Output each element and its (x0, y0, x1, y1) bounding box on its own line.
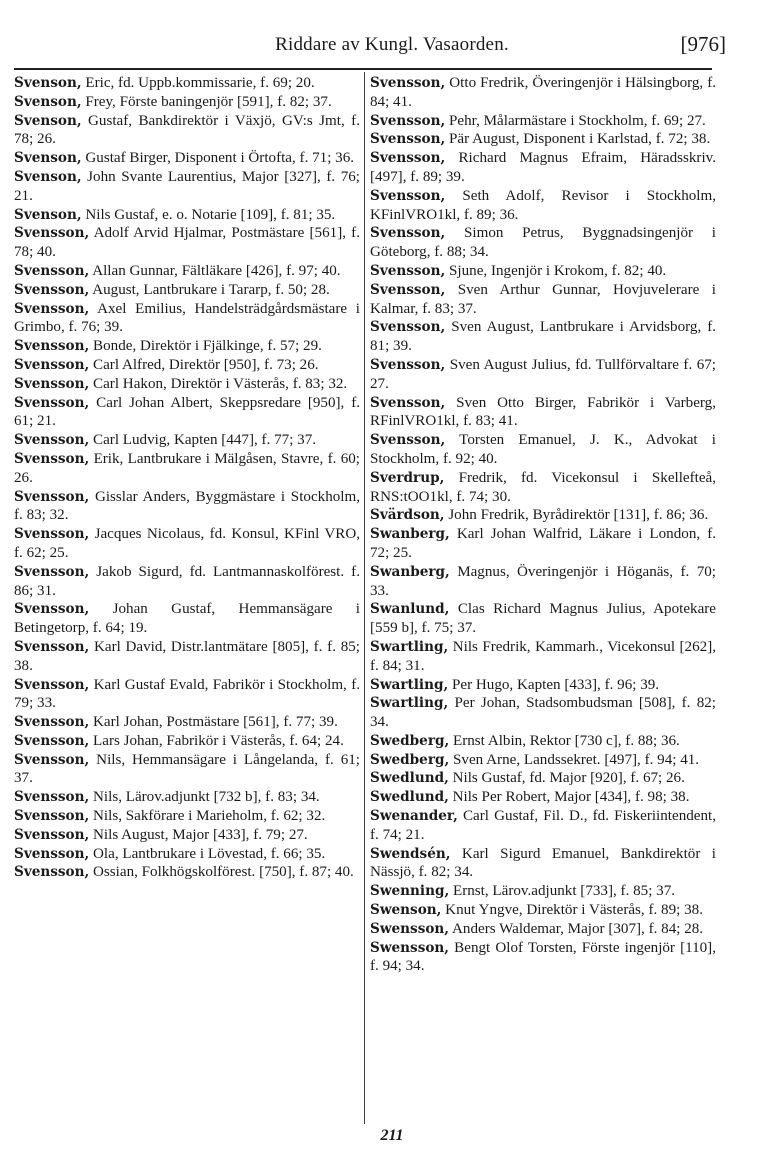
entry-surname: Swenson, (370, 902, 442, 919)
entry-details: Magnus, Överingenjör i Höganäs, f. 70; 33. (370, 563, 716, 599)
entry-details: Allan Gunnar, Fältläkare [426], f. 97; 40. (92, 262, 341, 279)
entry-details: Gisslar Anders, Byggmästare i Stockholm, f. 83; 32. (14, 488, 360, 524)
register-entry (370, 506, 716, 525)
entry-details: Ernst Albin, Rektor [730 c], f. 88; 36. (453, 732, 680, 749)
entry-surname: Svensson, (370, 356, 446, 373)
entry-surname: Svensson, (370, 432, 446, 449)
entry-details: Ossian, Folkhögskolförest. [750], f. 87; 40. (93, 864, 354, 881)
entry-details: Ola, Lantbrukare i Lövestad, f. 66; 35. (93, 845, 326, 862)
entry-details: Karl Sigurd Emanuel, Bankdirektör i Nässjö, f. 82; 34. (370, 845, 716, 881)
entry-surname: Svenson, (14, 93, 82, 110)
entry-details: Gustaf, Bankdirektör i Växjö, GV:s Jmt, f. 78; 26. (14, 112, 360, 148)
entry-details: Karl Johan Walfrid, Läkare i London, f. 72; 25. (370, 526, 716, 561)
entry-details: Carl Gustaf, Fil. D., fd. Fiskeriintendent, f. 74; 21. (370, 808, 716, 843)
entry-details: John Fredrik, Byrådirektör [131], f. 86; 36. (448, 507, 709, 524)
entry-details: John Svante Laurentius, Major [327], f. 76; 21. (14, 168, 360, 204)
register-entry (14, 375, 360, 394)
entry-surname: Svenson, (14, 75, 82, 91)
page-number: 211 (380, 1127, 404, 1144)
register-entry (370, 920, 716, 939)
register-entry (370, 563, 716, 601)
register-entry (370, 281, 716, 319)
entry-details: Sven August Julius, fd. Tullförvaltare f. 67; 27. (370, 356, 716, 392)
entry-surname: Swedberg, (370, 732, 450, 749)
register-entry (14, 826, 360, 845)
entry-surname: Svensson, (14, 432, 90, 449)
entry-surname: Sverdrup, (370, 469, 445, 486)
entry-surname: Svensson, (14, 300, 90, 317)
entry-details: Per Hugo, Kapten [433], f. 96; 39. (452, 676, 660, 693)
register-entry (14, 525, 360, 563)
entry-surname: Svensson, (14, 375, 90, 392)
entry-surname: Svensson, (14, 450, 90, 467)
register-entry (14, 863, 360, 882)
entry-details: Nils, Hemmansägare i Långelanda, f. 61; 37. (14, 751, 360, 787)
register-entry (370, 676, 716, 695)
entry-details: Torsten Emanuel, J. K., Advokat i Stockholm, f. 92; 40. (370, 432, 716, 467)
entry-details: Knut Yngve, Direktör i Västerås, f. 89; 38. (445, 902, 703, 919)
entry-details: Frey, Förste baningenjör [591], f. 82; 37. (85, 93, 332, 110)
register-entry (370, 130, 716, 149)
register-entry (370, 788, 716, 807)
entry-surname: Svensson, (14, 789, 90, 806)
entry-surname: Svensson, (14, 281, 90, 298)
entry-surname: Svensson, (370, 281, 446, 298)
entry-details: Nils Gustaf, fd. Major [920], f. 67; 26. (452, 770, 685, 787)
entry-details: Sven Arne, Landssekret. [497], f. 94; 41. (453, 751, 700, 768)
entry-details: Erik, Lantbrukare i Mälgåsen, Stavre, f. 60; 26. (14, 450, 360, 486)
header-rule (14, 68, 712, 70)
register-entry (370, 732, 716, 751)
entry-details: Otto Fredrik, Överingenjör i Hälsingborg, f. 84; 41. (370, 75, 717, 110)
entry-surname: Svensson, (14, 845, 90, 862)
entry-details: Axel Emilius, Handelsträdgårdsmästare i Grimbo, f. 76; 39. (14, 300, 360, 336)
register-entry (370, 187, 716, 225)
entry-surname: Swartling, (370, 676, 449, 693)
register-entry (14, 807, 360, 826)
entry-details: Pehr, Målarmästare i Stockholm, f. 69; 27. (449, 112, 706, 129)
entry-details: Nils Gustaf, e. o. Notarie [109], f. 81; 35. (85, 206, 336, 223)
register-entry (370, 807, 716, 845)
entry-details: August, Lantbrukare i Tararp, f. 50; 28. (92, 281, 330, 298)
register-entry (370, 939, 716, 977)
entry-details: Carl Alfred, Direktör [950], f. 73; 26. (93, 356, 319, 373)
entry-details: Ernst, Lärov.adjunkt [733], f. 85; 37. (453, 883, 676, 900)
entry-details: Bonde, Direktör i Fjälkinge, f. 57; 29. (93, 338, 322, 355)
entry-surname: Svensson, (14, 751, 90, 768)
entry-details: Clas Richard Magnus Julius, Apotekare [559 b], f. 75; 37. (370, 601, 716, 637)
entry-details: Sjune, Ingenjör i Krokom, f. 82; 40. (449, 262, 667, 279)
entry-details: Carl Hakon, Direktör i Västerås, f. 83; 32. (93, 375, 348, 392)
entry-details: Fredrik, fd. Vicekonsul i Skellefteå, RNS:tOO1kl, f. 74; 30. (370, 469, 716, 505)
left-column (14, 74, 360, 882)
entry-details: Nils, Lärov.adjunkt [732 b], f. 83; 34. (93, 789, 320, 806)
register-entry (14, 262, 360, 281)
entry-details: Richard Magnus Efraim, Häradsskriv. [497], f. 89; 39. (370, 150, 716, 185)
entry-surname: Svensson, (14, 488, 90, 505)
entry-surname: Svenson, (14, 206, 82, 223)
register-entry (14, 732, 360, 751)
register-entry (370, 769, 716, 788)
entry-surname: Svärdson, (370, 507, 445, 524)
register-entry (370, 74, 716, 112)
register-entry (370, 638, 716, 676)
entry-details: Karl Gustaf Evald, Fabrikör i Stockholm, f. 79; 33. (14, 676, 360, 712)
entry-surname: Svensson, (370, 131, 446, 148)
entry-details: Gustaf Birger, Disponent i Örtofta, f. 71; 36. (85, 150, 355, 167)
entry-details: Eric, fd. Uppb.kommissarie, f. 69; 20. (85, 75, 315, 91)
entry-surname: Svensson, (370, 262, 446, 279)
register-entry (370, 318, 716, 356)
entry-details: Lars Johan, Fabrikör i Västerås, f. 64; 24. (93, 732, 344, 749)
register-entry (370, 112, 716, 131)
register-entry (14, 788, 360, 807)
entry-surname: Svensson, (14, 714, 90, 731)
entry-surname: Swendsén, (370, 845, 451, 862)
entry-surname: Svensson, (14, 601, 90, 618)
entry-surname: Svensson, (370, 319, 446, 336)
register-entry (370, 600, 716, 638)
entry-details: Nils Per Robert, Major [434], f. 98; 38. (452, 789, 690, 806)
entry-surname: Svensson, (14, 826, 90, 843)
entry-surname: Svenson, (14, 168, 82, 185)
entry-surname: Svensson, (14, 262, 90, 279)
entry-surname: Swedlund, (370, 789, 449, 806)
register-entry (14, 488, 360, 526)
entry-surname: Svensson, (370, 150, 446, 167)
entry-details: Jakob Sigurd, fd. Lantmannaskolförest. f. 86; 31. (14, 563, 360, 599)
running-title: Riddare av Kungl. Vasaorden. (275, 34, 509, 55)
entry-surname: Svensson, (14, 676, 90, 693)
entry-surname: Svenson, (14, 150, 82, 167)
register-entry (14, 845, 360, 864)
entry-details: Jacques Nicolaus, fd. Konsul, KFinl VRO, f. 62; 25. (14, 526, 360, 561)
register-entry (14, 600, 360, 638)
entry-surname: Svensson, (14, 225, 90, 242)
register-entry (370, 431, 716, 469)
register-entry (14, 394, 360, 432)
entry-details: Bengt Olof Torsten, Förste ingenjör [110], f. 94; 34. (370, 939, 716, 975)
entry-details: Nils Fredrik, Kammarh., Vicekonsul [262], f. 84; 31. (370, 638, 716, 674)
entry-details: Sven August, Lantbrukare i Arvidsborg, f. 81; 39. (370, 319, 716, 355)
entry-surname: Svensson, (14, 338, 90, 355)
register-entry (14, 168, 360, 206)
entry-details: Karl David, Distr.lantmätare [805], f. f. 85; 38. (14, 638, 360, 674)
entry-details: Sven Otto Birger, Fabrikör i Varberg, RFinlVRO1kl, f. 83; 41. (370, 394, 716, 430)
entry-details: Nils, Sakförare i Marieholm, f. 62; 32. (93, 808, 326, 825)
entry-surname: Svensson, (14, 526, 90, 543)
register-entry (14, 450, 360, 488)
register-entry (14, 224, 360, 262)
column-divider (364, 72, 365, 1124)
entry-surname: Swartling, (370, 695, 449, 712)
register-entry (14, 638, 360, 676)
register-entry (14, 356, 360, 375)
entry-surname: Svensson, (14, 563, 90, 580)
register-entry (370, 751, 716, 770)
register-entry (370, 882, 716, 901)
register-entry (14, 206, 360, 225)
register-entry (370, 525, 716, 563)
entry-details: Simon Petrus, Byggnadsingenjör i Göteborg, f. 88; 34. (370, 225, 716, 261)
entry-surname: Swenander, (370, 808, 458, 825)
page-header (0, 30, 784, 60)
entry-surname: Svenson, (14, 112, 82, 129)
entry-surname: Swanberg, (370, 526, 450, 543)
register-entry (370, 149, 716, 187)
entry-surname: Svensson, (14, 356, 90, 373)
entry-details: Karl Johan, Postmästare [561], f. 77; 39. (93, 714, 338, 731)
register-entry (370, 356, 716, 394)
register-entry (370, 469, 716, 507)
entry-details: Per Johan, Stadsombudsman [508], f. 82; 34. (370, 695, 716, 731)
register-entry (14, 281, 360, 300)
register-entry (14, 93, 360, 112)
entry-surname: Svensson, (14, 808, 90, 825)
entry-details: Carl Johan Albert, Skeppsredare [950], f. 61; 21. (14, 394, 361, 430)
entry-surname: Swensson, (370, 939, 450, 956)
entry-surname: Svensson, (14, 864, 90, 881)
entry-surname: Svensson, (370, 112, 446, 129)
entry-surname: Svensson, (370, 394, 446, 411)
entry-surname: Swenning, (370, 883, 450, 900)
entry-surname: Svensson, (370, 187, 446, 204)
register-entry (370, 694, 716, 732)
entry-surname: Svensson, (14, 394, 90, 411)
entry-details: Carl Ludvig, Kapten [447], f. 77; 37. (93, 432, 317, 449)
entry-details: Adolf Arvid Hjalmar, Postmästare [561], f. 78; 40. (14, 225, 360, 261)
entry-surname: Svensson, (14, 638, 90, 655)
register-entry (14, 74, 360, 93)
page-reference: [976] (680, 32, 726, 56)
register-entry (14, 713, 360, 732)
register-entry (370, 845, 716, 883)
register-entry (370, 901, 716, 920)
entry-details: Anders Waldemar, Major [307], f. 84; 28. (452, 920, 704, 937)
entry-details: Johan Gustaf, Hemmansägare i Betingetorp, f. 64; 19. (14, 601, 360, 637)
entry-surname: Swanberg, (370, 563, 450, 580)
entry-surname: Svensson, (14, 732, 90, 749)
register-entry (14, 112, 360, 150)
entry-surname: Swedlund, (370, 770, 449, 787)
entry-surname: Svensson, (370, 75, 446, 91)
entry-surname: Svensson, (370, 225, 446, 242)
entry-details: Sven Arthur Gunnar, Hovjuvelerare i Kalmar, f. 83; 37. (370, 281, 716, 317)
entry-details: Pär August, Disponent i Karlstad, f. 72; 38. (449, 131, 711, 148)
right-column (370, 74, 716, 976)
register-entry (14, 149, 360, 168)
register-entry (14, 676, 360, 714)
register-entry (14, 337, 360, 356)
register-entry (14, 751, 360, 789)
entry-surname: Swartling, (370, 638, 449, 655)
register-entry (370, 394, 716, 432)
register-entry (14, 431, 360, 450)
register-entry (370, 224, 716, 262)
entry-surname: Swensson, (370, 920, 450, 937)
register-entry (14, 300, 360, 338)
entry-surname: Swedberg, (370, 751, 450, 768)
register-entry (370, 262, 716, 281)
entry-details: Nils August, Major [433], f. 79; 27. (93, 826, 308, 843)
entry-details: Seth Adolf, Revisor i Stockholm, KFinlVRO1kl, f. 89; 36. (370, 187, 716, 223)
entry-surname: Swanlund, (370, 601, 450, 618)
register-entry (14, 563, 360, 601)
